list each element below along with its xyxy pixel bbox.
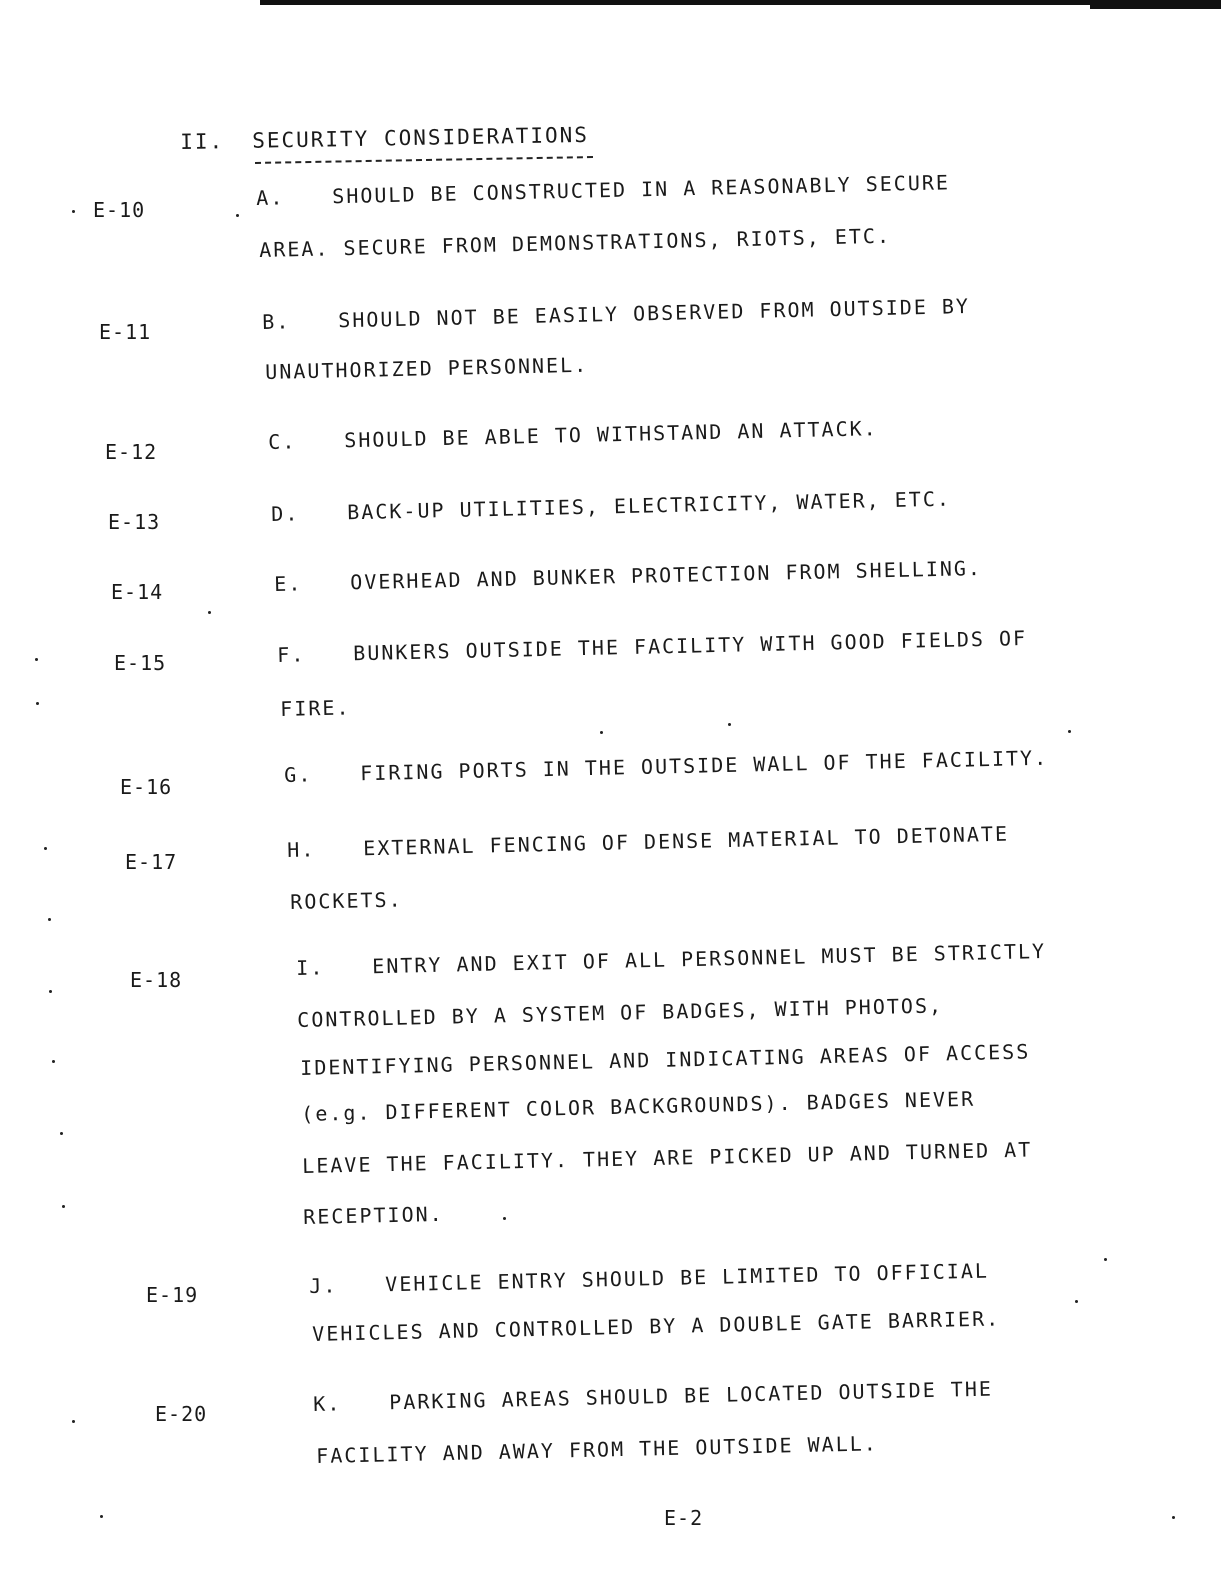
item-ref: E-14 xyxy=(111,580,164,604)
item-line xyxy=(309,1259,989,1298)
item-ref: E-12 xyxy=(105,440,158,464)
item-ref: E-20 xyxy=(155,1402,208,1426)
item-line xyxy=(284,746,1048,787)
item-letter: G. xyxy=(284,762,313,787)
item-line xyxy=(271,487,951,526)
page-number: E-2 xyxy=(664,1506,704,1530)
item-line xyxy=(296,939,1046,980)
item-letter: F. xyxy=(277,642,306,667)
item-letter: D. xyxy=(271,501,300,526)
item-text: FIRING PORTS IN THE OUTSIDE WALL OF THE FACILITY. xyxy=(359,745,1049,786)
item-line: LEAVE THE FACILITY. THEY ARE PICKED UP AND TURNED AT xyxy=(302,1137,1033,1178)
item-letter: C. xyxy=(268,429,297,454)
item-text: SHOULD BE ABLE TO WITHSTAND AN ATTACK. xyxy=(343,416,878,453)
item-line xyxy=(274,556,982,596)
item-ref: E-18 xyxy=(130,968,183,992)
item-text: VEHICLE ENTRY SHOULD BE LIMITED TO OFFICIAL xyxy=(384,1258,990,1297)
item-ref: E-11 xyxy=(99,320,152,344)
item-line: UNAUTHORIZED PERSONNEL. xyxy=(265,352,589,384)
item-text: PARKING AREAS SHOULD BE LOCATED OUTSIDE THE xyxy=(388,1376,994,1415)
item-text: BACK-UP UTILITIES, ELECTRICITY, WATER, ETC. xyxy=(346,486,952,525)
item-ref: E-19 xyxy=(146,1283,199,1307)
item-text: BUNKERS OUTSIDE THE FACILITY WITH GOOD FIELDS OF xyxy=(352,625,1028,666)
item-line: VEHICLES AND CONTROLLED BY A DOUBLE GATE BARRIER. xyxy=(312,1306,1001,1346)
section-title: SECURITY CONSIDERATIONS xyxy=(251,122,590,153)
section-numeral: II. xyxy=(180,129,225,154)
item-text: SHOULD NOT BE EASILY OBSERVED FROM OUTSIDE BY xyxy=(337,293,971,333)
item-line: ROCKETS. xyxy=(290,887,403,914)
item-text: ENTRY AND EXIT OF ALL PERSONNEL MUST BE STRICTLY xyxy=(371,938,1047,979)
item-line xyxy=(262,294,970,334)
item-line: IDENTIFYING PERSONNEL AND INDICATING AREAS OF ACCESS xyxy=(300,1039,1031,1080)
item-letter: A. xyxy=(256,185,285,210)
item-letter: B. xyxy=(262,309,291,334)
item-line xyxy=(313,1377,993,1416)
item-line xyxy=(256,170,950,210)
item-ref: E-13 xyxy=(108,510,161,534)
item-text: EXTERNAL FENCING OF DENSE MATERIAL TO DETONATE xyxy=(362,821,1010,861)
item-line xyxy=(268,416,878,454)
item-ref: E-16 xyxy=(120,775,173,799)
item-letter: K. xyxy=(313,1391,342,1416)
item-line: (e.g. DIFFERENT COLOR BACKGROUNDS). BADGES NEVER xyxy=(301,1086,976,1126)
item-line: FIRE. xyxy=(280,695,351,721)
item-ref: E-10 xyxy=(93,198,146,222)
item-ref: E-17 xyxy=(125,850,178,874)
section-title-underline xyxy=(255,156,593,164)
item-letter: J. xyxy=(309,1273,338,1298)
item-letter: H. xyxy=(287,837,316,862)
item-ref: E-15 xyxy=(114,651,167,675)
item-line: CONTROLLED BY A SYSTEM OF BADGES, WITH PHOTOS, xyxy=(297,993,944,1032)
item-line xyxy=(287,822,1009,862)
section-heading xyxy=(180,123,589,154)
item-line: RECEPTION. xyxy=(303,1201,444,1229)
item-line: AREA. SECURE FROM DEMONSTRATIONS, RIOTS, ETC. xyxy=(259,223,892,262)
item-line xyxy=(277,626,1027,667)
item-text: OVERHEAD AND BUNKER PROTECTION FROM SHELLING. xyxy=(349,555,983,595)
item-letter: E. xyxy=(274,571,303,596)
item-text: SHOULD BE CONSTRUCTED IN A REASONABLY SECURE xyxy=(331,170,951,209)
item-letter: I. xyxy=(296,955,325,980)
item-line: FACILITY AND AWAY FROM THE OUTSIDE WALL. xyxy=(316,1431,879,1468)
